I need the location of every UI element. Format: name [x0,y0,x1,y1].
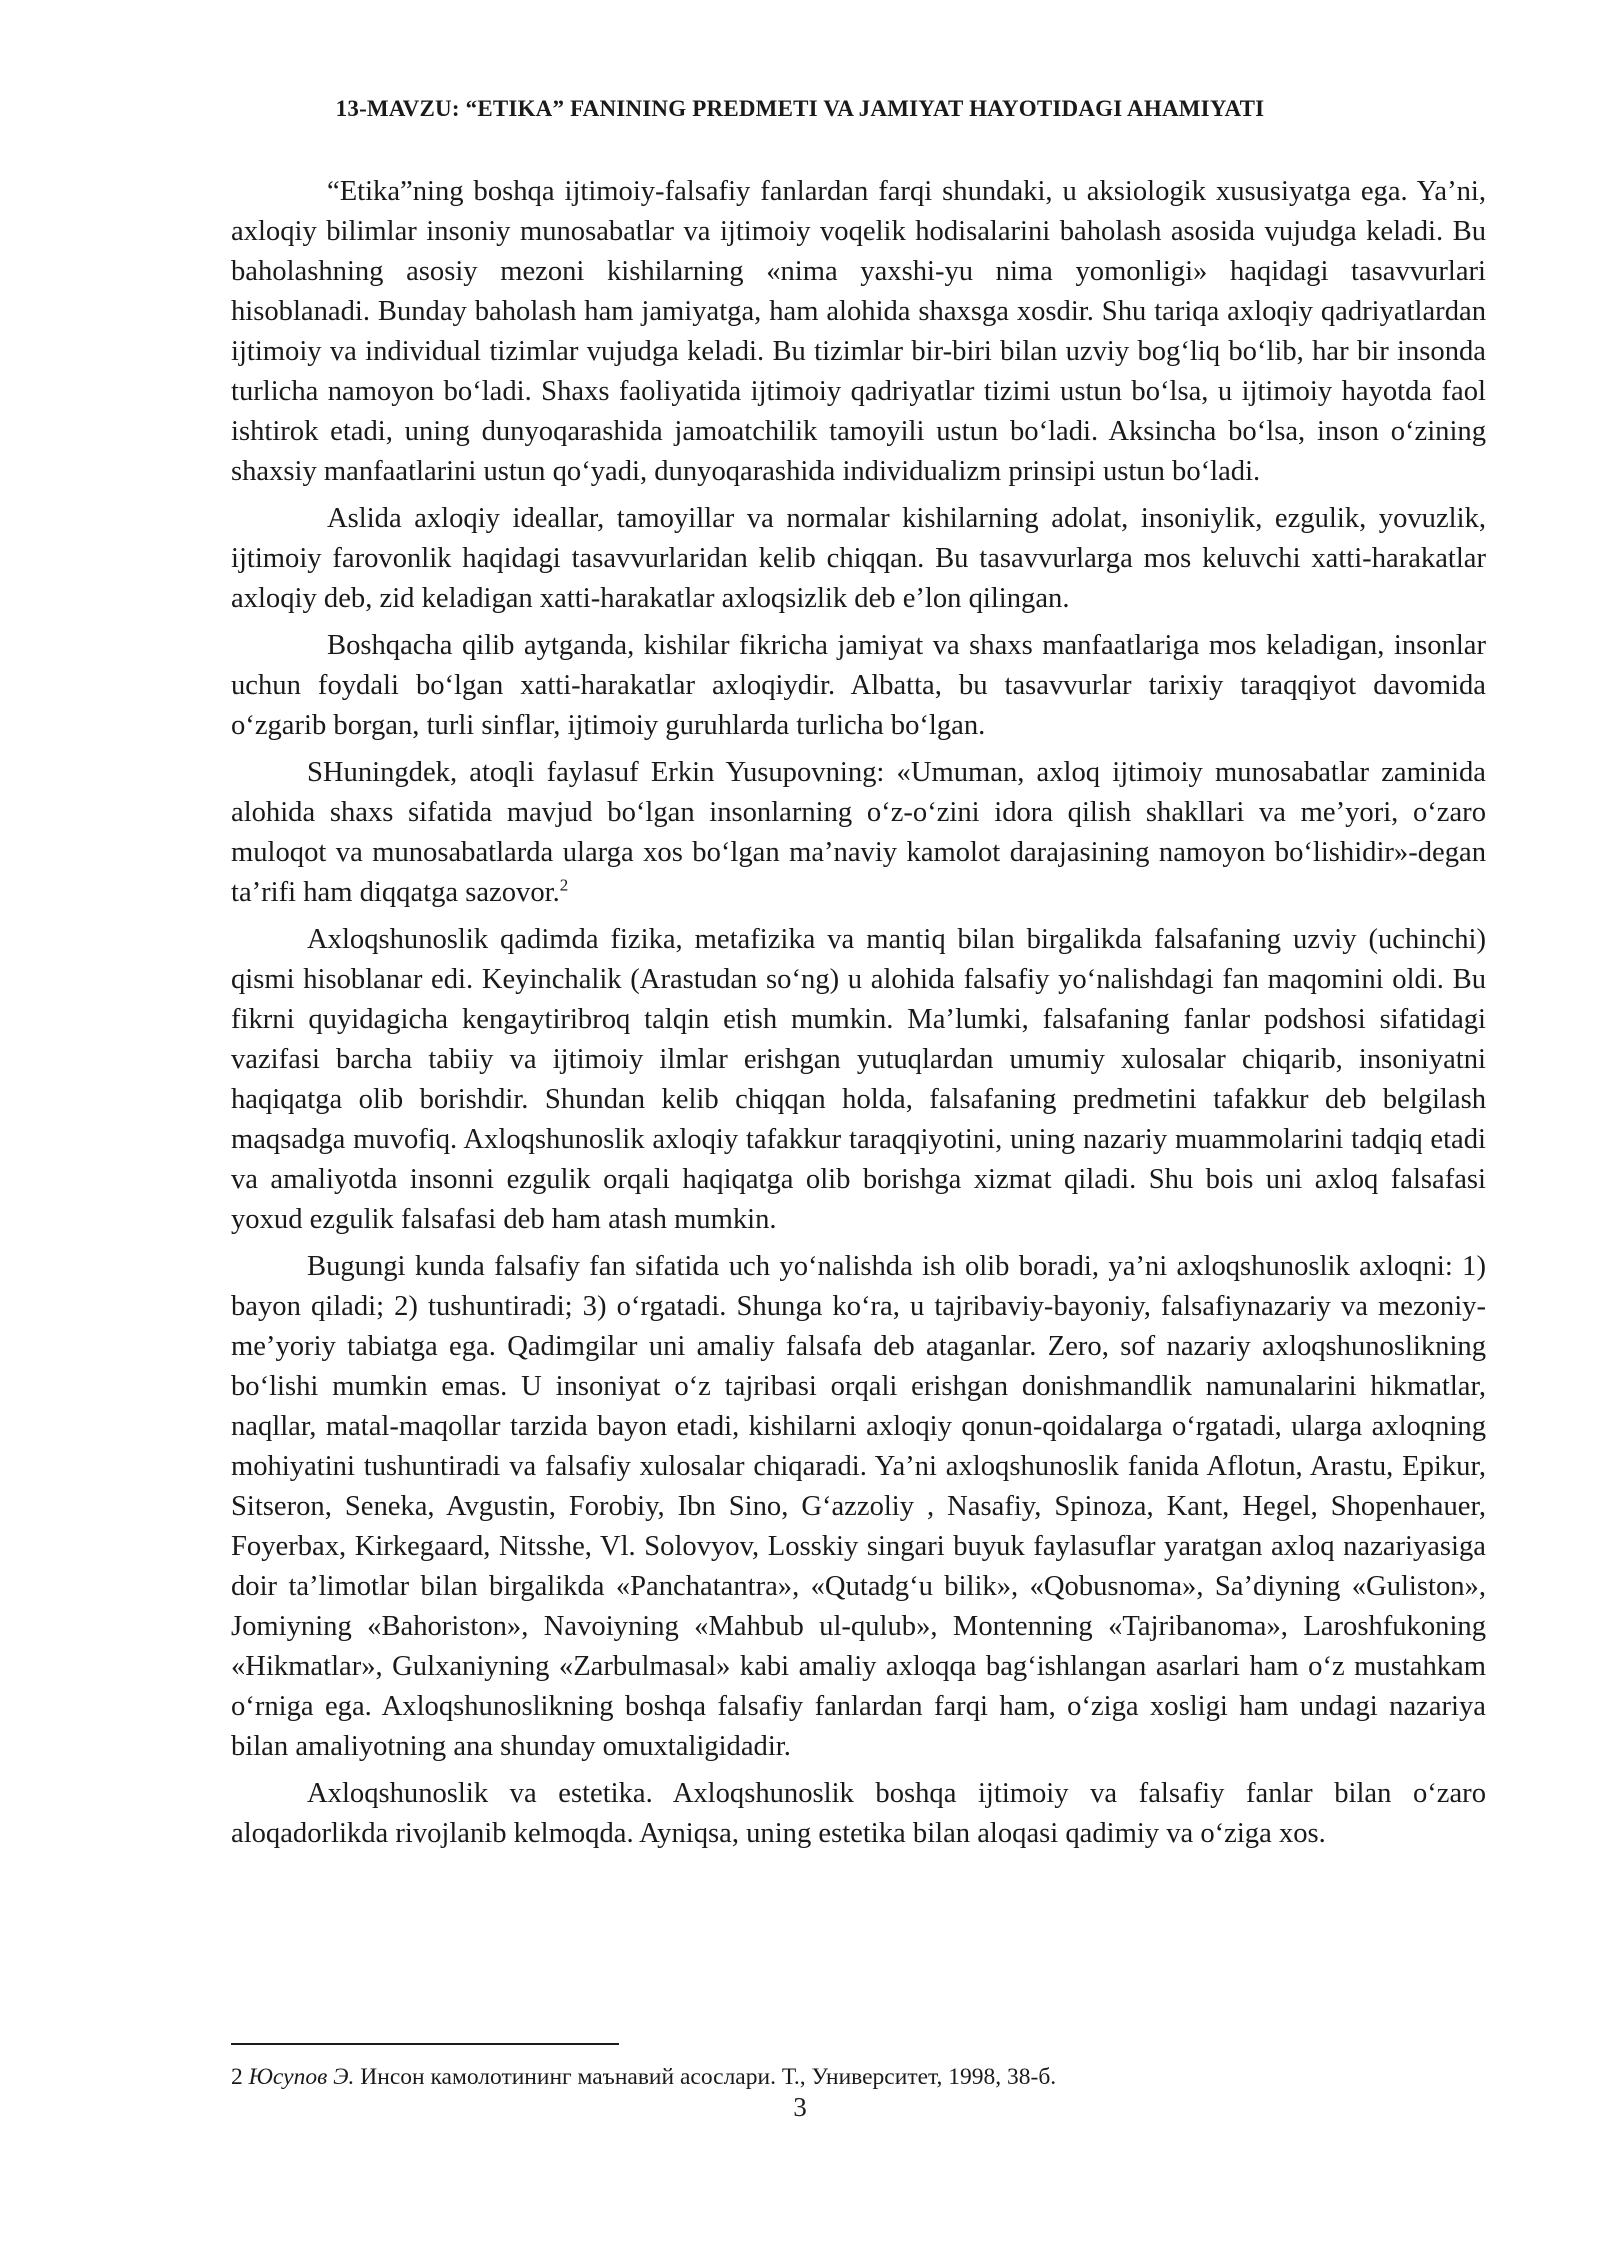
page-number: 3 [793,2092,807,2122]
footnote-text: Инсон камолотининг маънавий асослари. Т., Университет, 1998, 38-б. [354,2064,1057,2090]
paragraph-4 [231,753,1486,913]
footnote [231,2062,1486,2092]
footnote-divider [231,2043,619,2045]
paragraph-7: Axloqshunoslik va estetika. Axloqshunoslik boshqa ijtimoiy va falsafiy fanlar bilan o‘zaro aloqadorlikda rivojlanib kelmoqda. Ayniqsa, uning estetika bilan aloqasi qadimiy va o‘ziga xos. [231,1778,1486,1849]
paragraph-1: “Etika”ning boshqa ijtimoiy-falsafiy fanlardan farqi shundaki, u aksiologik xususiyatga ega. Ya’ni, axloqiy bilimlar insoniy munosabatlar va ijtimoiy voqelik hodisalarini baholash asosida vujudga keladi. Bu baholashning asosiy mezoni kishilarning «nima yaxshi-yu nima yomonligi» haqidagi tasavvurlari hisoblanadi. Bunday baholash ham jamiyatga, ham alohida shaxsga xosdir. Shu tariqa axloqiy qadriyatlardan ijtimoiy va individual tizimlar vujudga keladi. Bu tizimlar bir-biri bilan uzviy bog‘liq bo‘lib, har bir insonda turlicha namoyon bo‘ladi. Shaxs faoliyatida ijtimoiy qadriyatlar tizimi ustun bo‘lsa, u ijtimoiy hayotda faol ishtirok etadi, uning dunyoqarashida jamoatchilik tamoyili ustun bo‘ladi. Aksincha bo‘lsa, inson o‘zining shaxsiy manfaatlarini ustun qo‘yadi, dunyoqarashida individualizm prinsipi ustun bo‘ladi. [231,176,1486,487]
paragraph-4-text: SHuningdek, atoqli faylasuf Erkin Yusupovning: «Umuman, axloq ijtimoiy munosabatlar zaminida alohida shaxs sifatida mavjud bo‘lgan insonlarning o‘z-o‘zini idora qilish shakllari va me’yori, o‘zaro muloqot va munosabatlarda ularga xos bo‘lgan ma’naviy kamolot darajasining namoyon bo‘lishidir»-degan ta’rifi ham diqqatga sazovor. [231,757,1486,908]
body-text [231,172,1486,1861]
footnote-author: Юсупов Э. [248,2064,355,2090]
footnote-reference[interactable]: 2 [559,875,569,895]
paragraph-3: Boshqacha qilib aytganda, kishilar fikricha jamiyat va shaxs manfaatlariga mos keladigan, insonlar uchun foydali bo‘lgan xatti-harakatlar axloqiydir. Albatta, bu tasavvurlar tarixiy taraqqiyot davomida o‘zgarib borgan, turli sinflar, ijtimoiy guruhlarda turlicha bo‘lgan. [231,630,1486,741]
chapter-title: 13-MAVZU: “ETIKA” FANINING PREDMETI VA JAMIYAT HAYOTIDAGI AHAMIYATI [335,96,1265,121]
footnote-number: 2 [231,2064,243,2090]
paragraph-2: Aslida axloqiy ideallar, tamoyillar va normalar kishilarning adolat, insoniylik, ezgulik, yovuzlik, ijtimoiy farovonlik haqidagi tasavvurlaridan kelib chiqqan. Bu tasavvurlarga mos keluvchi xatti-harakatlar axloqiy deb, zid keladigan xatti-harakatlar axloqsizlik deb e’lon qilingan. [231,503,1486,614]
paragraph-6: Bugungi kunda falsafiy fan sifatida uch yo‘nalishda ish olib boradi, ya’ni axloqshunoslik axloqni: 1) bayon qiladi; 2) tushuntiradi; 3) o‘rgatadi. Shunga ko‘ra, u tajribaviy-bayoniy, falsafiynazariy va mezoniy-me’yoriy tabiatga ega. Qadimgilar uni amaliy falsafa deb ataganlar. Zero, sof nazariy axloqshunoslikning bo‘lishi mumkin emas. U insoniyat o‘z tajribasi orqali erishgan donishmandlik namunalarini hikmatlar, naqllar, matal-maqollar tarzida bayon etadi, kishilarni axloqiy qonun-qoidalarga o‘rgatadi, ularga axloqning mohiyatini tushuntiradi va falsafiy xulosalar chiqaradi. Ya’ni axloqshunoslik fanida Aflotun, Arastu, Epikur, Sitseron, Seneka, Avgustin, Forobiy, Ibn Sino, G‘azzoliy , Nasafiy, Spinoza, Kant, Hegel, Shopenhauer, Foyerbax, Kirkegaard, Nitsshe, Vl. Solovyov, Losskiy singari buyuk faylasuflar yaratgan axloq nazariyasiga doir ta’limotlar bilan birgalikda «Panchatantra», «Qutadg‘u bilik», «Qobusnoma», Sa’diyning «Guliston», Jomiyning «Bahoriston», Navoiyning «Mahbub ul-qulub», Montenning «Tajribanoma», Laroshfukoning «Hikmatlar», Gulxaniyning «Zarbulmasal» kabi amaliy axloqqa bag‘ishlangan asarlari ham o‘z mustahkam o‘rniga ega. Axloqshunoslikning boshqa falsafiy fanlardan farqi ham, o‘ziga xosligi ham undagi nazariya bilan amaliyotning ana shunday omuxtaligidadir. [231,1251,1486,1762]
paragraph-5: Axloqshunoslik qadimda fizika, metafizika va mantiq bilan birgalikda falsafaning uzviy (uchinchi) qismi hisoblanar edi. Keyinchalik (Arastudan so‘ng) u alohida falsafiy yo‘nalishdagi fan maqomini oldi. Bu fikrni quyidagicha kengaytiribroq talqin etish mumkin. Ma’lumki, falsafaning fanlar podshosi sifatidagi vazifasi barcha tabiiy va ijtimoiy ilmlar erishgan yutuqlardan umumiy xulosalar chiqarib, insoniyatni haqiqatga olib borishdir. Shundan kelib chiqqan holda, falsafaning predmetini tafakkur deb belgilash maqsadga muvofiq. Axloqshunoslik axloqiy tafakkur taraqqiyotini, uning nazariy muammolarini tadqiq etadi va amaliyotda insonni ezgulik orqali haqiqatga olib borishga xizmat qiladi. Shu bois uni axloq falsafasi yoxud ezgulik falsafasi deb ham atash mumkin. [231,924,1486,1235]
